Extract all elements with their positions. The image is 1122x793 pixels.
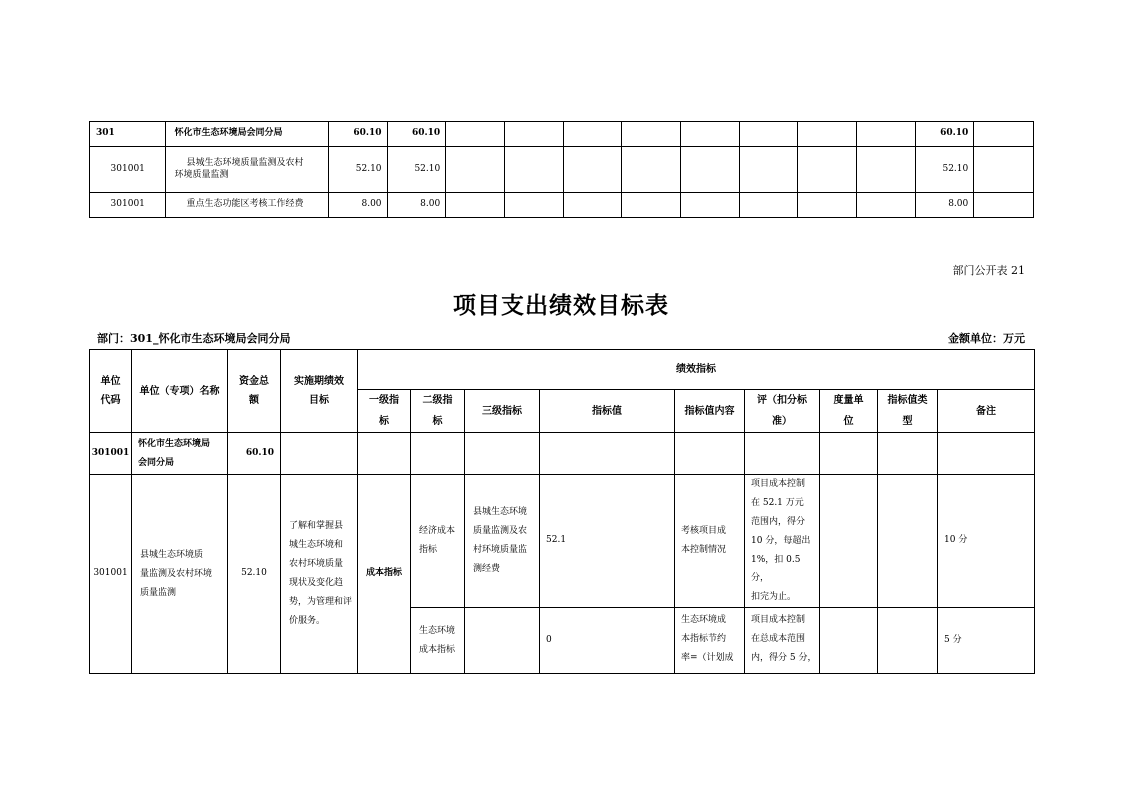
header-level2: 二级指 标: [411, 390, 465, 433]
indicator-content: 生态环境成 本指标节约 率=（计划成: [675, 608, 745, 674]
row-code: 301: [90, 122, 166, 147]
row-name: 怀化市生态环境局会同分局: [166, 122, 328, 147]
table-row: [90, 193, 1034, 218]
table-number: 部门公开表 21: [952, 264, 1025, 277]
level3-indicator: 县城生态环境 质量监测及农 村环境质量监 测经费: [465, 475, 540, 608]
level1-indicator: 成本指标: [358, 475, 411, 674]
header-unit-measure: 度量单 位: [820, 390, 878, 433]
row-value: 8.00: [915, 193, 974, 218]
row-value: 8.00: [387, 193, 446, 218]
row-value: 60.10: [387, 122, 446, 147]
remarks: 10 分: [938, 475, 1035, 608]
header-indicator-content: 指标值内容: [675, 390, 745, 433]
row-code: 301001: [90, 193, 166, 218]
row-name: 怀化市生态环境局 会同分局: [132, 433, 228, 475]
header-indicator-value: 指标值: [540, 390, 675, 433]
scoring-standard: 项目成本控制 在总成本范围 内，得分 5 分，: [745, 608, 820, 674]
row-funds: 60.10: [228, 433, 281, 475]
table-row: [90, 475, 1035, 608]
header-performance-indicators: 绩效指标: [358, 350, 1035, 390]
remarks: 5 分: [938, 608, 1035, 674]
level2-indicator: 生态环境 成本指标: [411, 608, 465, 674]
header-period-goal: 实施期绩效 目标: [281, 350, 358, 433]
row-code: 301001: [90, 475, 132, 674]
indicator-value: 0: [540, 608, 675, 674]
header-unit-name: 单位（专项）名称: [132, 350, 228, 433]
header-scoring: 评（扣分标 准）: [745, 390, 820, 433]
header-remarks: 备注: [938, 390, 1035, 433]
header-unit-code: 单位 代码: [90, 350, 132, 433]
indicator-value: 52.1: [540, 475, 675, 608]
row-funds: 52.10: [228, 475, 281, 674]
indicator-content: 考核项目成 本控制情况: [675, 475, 745, 608]
budget-table: [89, 121, 1034, 218]
row-value: 52.10: [915, 147, 974, 193]
row-value: 60.10: [328, 122, 387, 147]
row-code: 301001: [90, 433, 132, 475]
row-value: 8.00: [328, 193, 387, 218]
table-row: [90, 122, 1034, 147]
header-value-type: 指标值类 型: [878, 390, 938, 433]
header-level1: 一级指 标: [358, 390, 411, 433]
header-row: [90, 350, 1035, 390]
department-label: 部门：301_怀化市生态环境局会同分局: [97, 332, 291, 345]
table-row: [90, 147, 1034, 193]
performance-target-table: [89, 349, 1035, 674]
row-value: 52.10: [328, 147, 387, 193]
level2-indicator: 经济成本 指标: [411, 475, 465, 608]
amount-unit-label: 金额单位：万元: [948, 332, 1025, 345]
row-name: 县城生态环境质 量监测及农村环境 质量监测: [132, 475, 228, 674]
row-name: 重点生态功能区考核工作经费: [166, 193, 328, 218]
row-name: 县城生态环境质量监测及农村 环境质量监测: [166, 147, 328, 193]
page-title: 项目支出绩效目标表: [453, 293, 669, 319]
row-code: 301001: [90, 147, 166, 193]
row-value: 60.10: [915, 122, 974, 147]
header-level3: 三级指标: [465, 390, 540, 433]
period-goal-text: 了解和掌握县 城生态环境和 农村环境质量 现状及变化趋 势，为管理和评 价服务。: [281, 475, 358, 674]
table-row: [90, 433, 1035, 475]
scoring-standard: 项目成本控制 在 52.1 万元 范围内，得分 10 分，每超出 1%，扣 0.5 分， 扣完为止。: [745, 475, 820, 608]
header-total-funds: 资金总 额: [228, 350, 281, 433]
row-value: 52.10: [387, 147, 446, 193]
